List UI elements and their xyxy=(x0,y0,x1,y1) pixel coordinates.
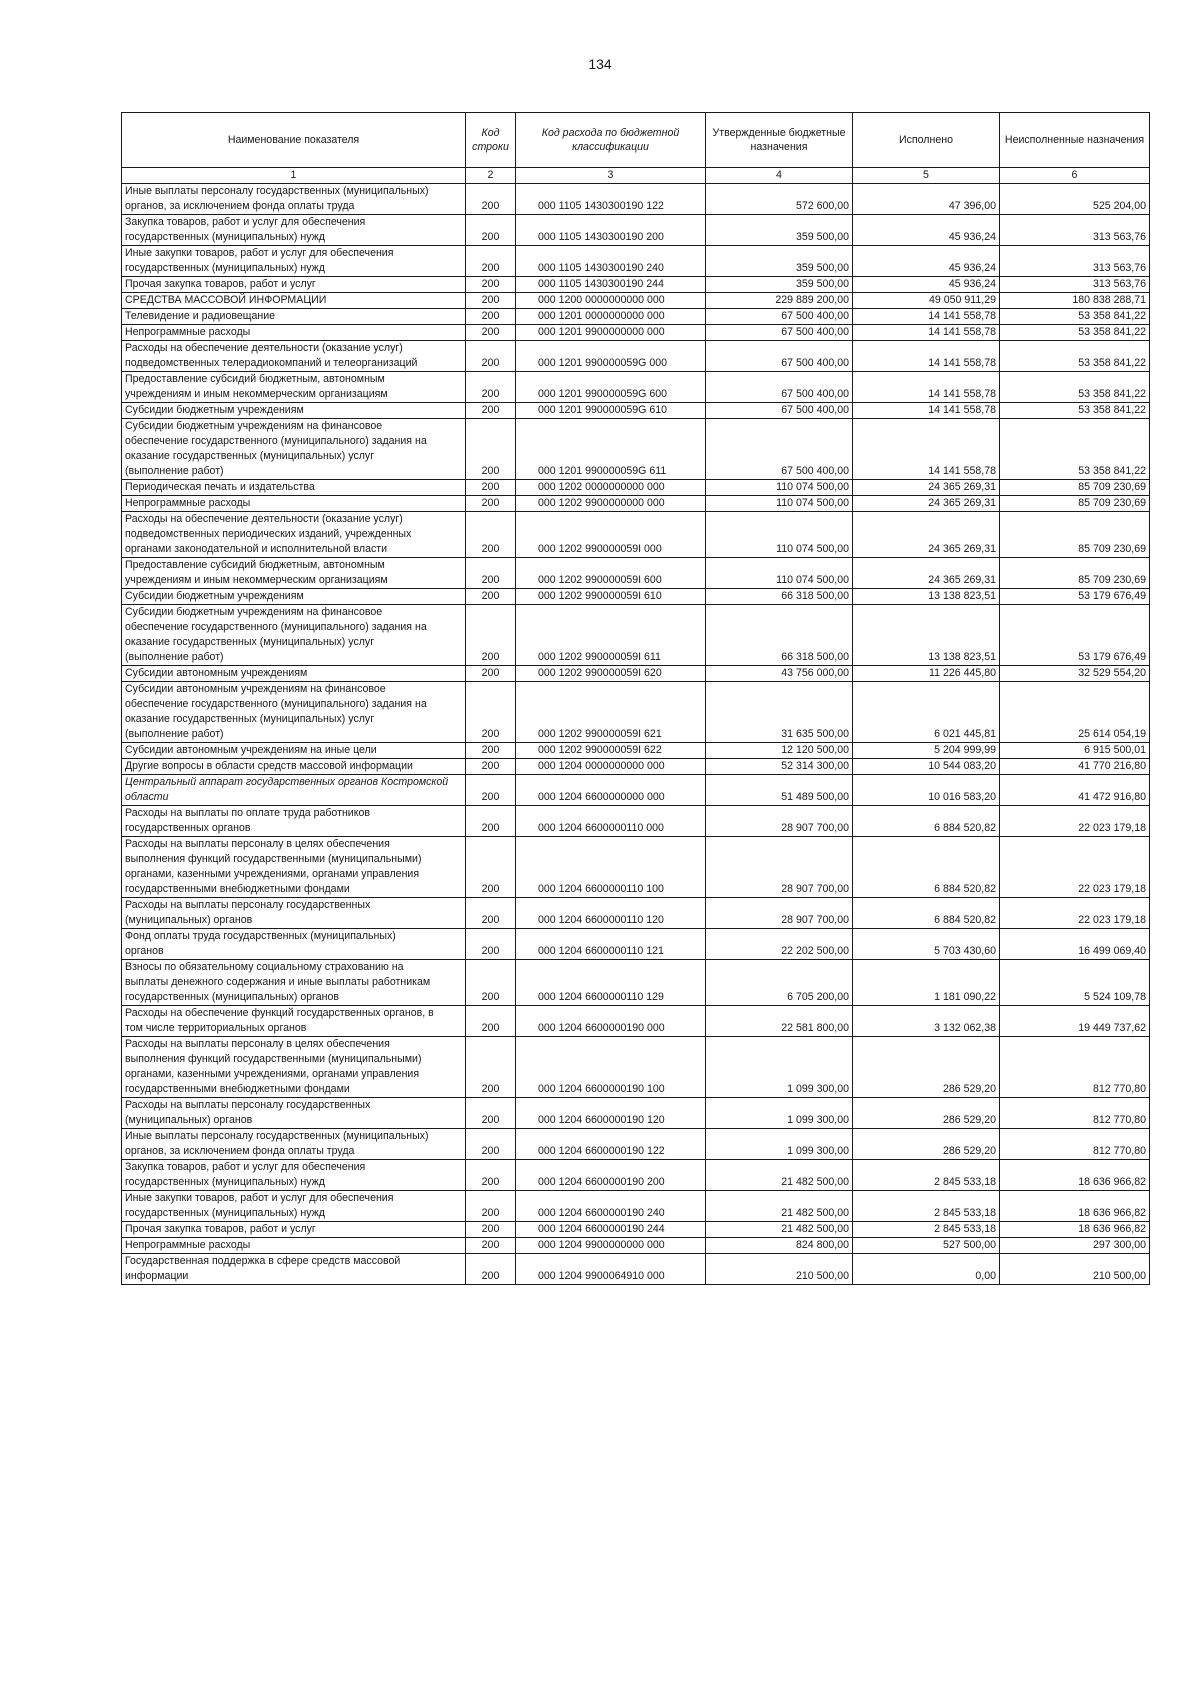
budget-classification-code-cell: 000 1201 990000059G 611 xyxy=(516,419,706,480)
approved-amount-cell: 359 500,00 xyxy=(706,215,853,246)
executed-amount-cell: 14 141 558,78 xyxy=(853,309,1000,325)
approved-amount-cell: 67 500 400,00 xyxy=(706,325,853,341)
column-header: Неисполненные назначения xyxy=(1000,113,1150,168)
approved-amount-cell: 31 635 500,00 xyxy=(706,682,853,743)
budget-classification-code-cell: 000 1201 9900000000 000 xyxy=(516,325,706,341)
table-row xyxy=(122,496,1150,512)
row-code-cell: 200 xyxy=(466,558,516,589)
row-code-cell: 200 xyxy=(466,1160,516,1191)
approved-amount-cell: 43 756 000,00 xyxy=(706,666,853,682)
executed-amount-cell: 2 845 533,18 xyxy=(853,1160,1000,1191)
column-number: 3 xyxy=(516,168,706,184)
row-code-cell: 200 xyxy=(466,1037,516,1098)
budget-classification-code-cell: 000 1202 990000059I 622 xyxy=(516,743,706,759)
row-name-cell: Телевидение и радиовещание xyxy=(122,309,466,325)
budget-classification-code-cell: 000 1204 6600000110 000 xyxy=(516,806,706,837)
table-row xyxy=(122,277,1150,293)
executed-amount-cell: 5 204 999,99 xyxy=(853,743,1000,759)
table-row xyxy=(122,1006,1150,1037)
table-row xyxy=(122,929,1150,960)
table-row xyxy=(122,960,1150,1006)
budget-classification-code-cell: 000 1204 6600000000 000 xyxy=(516,775,706,806)
approved-amount-cell: 6 705 200,00 xyxy=(706,960,853,1006)
page-number: 134 xyxy=(588,56,612,72)
budget-classification-code-cell: 000 1105 1430300190 122 xyxy=(516,184,706,215)
approved-amount-cell: 52 314 300,00 xyxy=(706,759,853,775)
row-name-cell: Закупка товаров, работ и услуг для обеспечения государственных (муниципальных) нужд xyxy=(122,215,466,246)
unexecuted-amount-cell: 812 770,80 xyxy=(1000,1098,1150,1129)
table-row xyxy=(122,1222,1150,1238)
row-code-cell: 200 xyxy=(466,372,516,403)
executed-amount-cell: 47 396,00 xyxy=(853,184,1000,215)
unexecuted-amount-cell: 53 358 841,22 xyxy=(1000,341,1150,372)
row-name-cell: Расходы на выплаты персоналу государственных (муниципальных) органов xyxy=(122,898,466,929)
approved-amount-cell: 110 074 500,00 xyxy=(706,480,853,496)
table-row xyxy=(122,1254,1150,1285)
column-header: Код расхода по бюджетной классификации xyxy=(516,113,706,168)
executed-amount-cell: 6 884 520,82 xyxy=(853,898,1000,929)
budget-classification-code-cell: 000 1201 0000000000 000 xyxy=(516,309,706,325)
unexecuted-amount-cell: 22 023 179,18 xyxy=(1000,898,1150,929)
approved-amount-cell: 21 482 500,00 xyxy=(706,1160,853,1191)
budget-classification-code-cell: 000 1204 6600000190 122 xyxy=(516,1129,706,1160)
table-row xyxy=(122,1129,1150,1160)
unexecuted-amount-cell: 180 838 288,71 xyxy=(1000,293,1150,309)
unexecuted-amount-cell: 313 563,76 xyxy=(1000,215,1150,246)
budget-classification-code-cell: 000 1204 6600000190 240 xyxy=(516,1191,706,1222)
table-row xyxy=(122,1160,1150,1191)
executed-amount-cell: 24 365 269,31 xyxy=(853,512,1000,558)
unexecuted-amount-cell: 18 636 966,82 xyxy=(1000,1222,1150,1238)
row-code-cell: 200 xyxy=(466,184,516,215)
budget-classification-code-cell: 000 1105 1430300190 244 xyxy=(516,277,706,293)
row-name-cell: Центральный аппарат государственных органов Костромской области xyxy=(122,775,466,806)
row-name-cell: СРЕДСТВА МАССОВОЙ ИНФОРМАЦИИ xyxy=(122,293,466,309)
executed-amount-cell: 5 703 430,60 xyxy=(853,929,1000,960)
row-code-cell: 200 xyxy=(466,246,516,277)
unexecuted-amount-cell: 53 358 841,22 xyxy=(1000,325,1150,341)
row-code-cell: 200 xyxy=(466,1254,516,1285)
approved-amount-cell: 67 500 400,00 xyxy=(706,341,853,372)
row-name-cell: Субсидии бюджетным учреждениям xyxy=(122,589,466,605)
approved-amount-cell: 67 500 400,00 xyxy=(706,309,853,325)
table-body xyxy=(122,184,1150,1285)
approved-amount-cell: 28 907 700,00 xyxy=(706,806,853,837)
executed-amount-cell: 6 884 520,82 xyxy=(853,837,1000,898)
budget-classification-code-cell: 000 1201 990000059G 600 xyxy=(516,372,706,403)
row-name-cell: Предоставление субсидий бюджетным, автономным учреждениям и иным некоммерческим организациям xyxy=(122,558,466,589)
budget-classification-code-cell: 000 1105 1430300190 200 xyxy=(516,215,706,246)
table-row xyxy=(122,837,1150,898)
unexecuted-amount-cell: 210 500,00 xyxy=(1000,1254,1150,1285)
row-code-cell: 200 xyxy=(466,759,516,775)
row-name-cell: Расходы на выплаты персоналу в целях обеспечения выполнения функций государственными (муниципальными) органами, казенными учреждениями, органами управления государственными внебюджетными фондами xyxy=(122,837,466,898)
budget-classification-code-cell: 000 1202 9900000000 000 xyxy=(516,496,706,512)
row-code-cell: 200 xyxy=(466,293,516,309)
executed-amount-cell: 24 365 269,31 xyxy=(853,558,1000,589)
column-number: 2 xyxy=(466,168,516,184)
budget-classification-code-cell: 000 1201 990000059G 610 xyxy=(516,403,706,419)
unexecuted-amount-cell: 41 770 216,80 xyxy=(1000,759,1150,775)
row-code-cell: 200 xyxy=(466,806,516,837)
row-code-cell: 200 xyxy=(466,682,516,743)
row-name-cell: Государственная поддержка в сфере средств массовой информации xyxy=(122,1254,466,1285)
approved-amount-cell: 12 120 500,00 xyxy=(706,743,853,759)
row-name-cell: Субсидии бюджетным учреждениям на финансовое обеспечение государственного (муниципального) задания на оказание государственных (муниципальных) услуг (выполнение работ) xyxy=(122,419,466,480)
budget-classification-code-cell: 000 1204 6600000190 000 xyxy=(516,1006,706,1037)
column-header: Исполнено xyxy=(853,113,1000,168)
unexecuted-amount-cell: 525 204,00 xyxy=(1000,184,1150,215)
executed-amount-cell: 11 226 445,80 xyxy=(853,666,1000,682)
approved-amount-cell: 28 907 700,00 xyxy=(706,898,853,929)
row-code-cell: 200 xyxy=(466,341,516,372)
table-row xyxy=(122,341,1150,372)
table-row xyxy=(122,215,1150,246)
unexecuted-amount-cell: 18 636 966,82 xyxy=(1000,1160,1150,1191)
executed-amount-cell: 527 500,00 xyxy=(853,1238,1000,1254)
row-code-cell: 200 xyxy=(466,837,516,898)
approved-amount-cell: 22 581 800,00 xyxy=(706,1006,853,1037)
budget-classification-code-cell: 000 1202 990000059I 611 xyxy=(516,605,706,666)
row-code-cell: 200 xyxy=(466,666,516,682)
column-numbers-row xyxy=(122,168,1150,184)
executed-amount-cell: 6 884 520,82 xyxy=(853,806,1000,837)
unexecuted-amount-cell: 85 709 230,69 xyxy=(1000,558,1150,589)
approved-amount-cell: 51 489 500,00 xyxy=(706,775,853,806)
row-name-cell: Прочая закупка товаров, работ и услуг xyxy=(122,277,466,293)
header-row xyxy=(122,113,1150,168)
table-row xyxy=(122,743,1150,759)
budget-classification-code-cell: 000 1202 990000059I 000 xyxy=(516,512,706,558)
budget-classification-code-cell: 000 1204 6600000190 120 xyxy=(516,1098,706,1129)
executed-amount-cell: 14 141 558,78 xyxy=(853,372,1000,403)
row-code-cell: 200 xyxy=(466,403,516,419)
approved-amount-cell: 21 482 500,00 xyxy=(706,1222,853,1238)
row-code-cell: 200 xyxy=(466,1006,516,1037)
unexecuted-amount-cell: 313 563,76 xyxy=(1000,246,1150,277)
approved-amount-cell: 110 074 500,00 xyxy=(706,558,853,589)
row-code-cell: 200 xyxy=(466,605,516,666)
executed-amount-cell: 286 529,20 xyxy=(853,1098,1000,1129)
budget-classification-code-cell: 000 1204 6600000190 200 xyxy=(516,1160,706,1191)
executed-amount-cell: 24 365 269,31 xyxy=(853,480,1000,496)
budget-classification-code-cell: 000 1204 6600000190 244 xyxy=(516,1222,706,1238)
executed-amount-cell: 10 544 083,20 xyxy=(853,759,1000,775)
row-code-cell: 200 xyxy=(466,1191,516,1222)
column-header: Утвержденные бюджетные назначения xyxy=(706,113,853,168)
table-row xyxy=(122,246,1150,277)
row-name-cell: Субсидии автономным учреждениям на иные цели xyxy=(122,743,466,759)
unexecuted-amount-cell: 53 358 841,22 xyxy=(1000,419,1150,480)
budget-classification-code-cell: 000 1204 9900064910 000 xyxy=(516,1254,706,1285)
row-name-cell: Фонд оплаты труда государственных (муниципальных) органов xyxy=(122,929,466,960)
row-name-cell: Периодическая печать и издательства xyxy=(122,480,466,496)
approved-amount-cell: 824 800,00 xyxy=(706,1238,853,1254)
unexecuted-amount-cell: 53 358 841,22 xyxy=(1000,309,1150,325)
unexecuted-amount-cell: 22 023 179,18 xyxy=(1000,837,1150,898)
unexecuted-amount-cell: 812 770,80 xyxy=(1000,1037,1150,1098)
row-name-cell: Субсидии автономным учреждениям на финансовое обеспечение государственного (муниципального) задания на оказание государственных (муниципальных) услуг (выполнение работ) xyxy=(122,682,466,743)
row-name-cell: Взносы по обязательному социальному страхованию на выплаты денежного содержания и иные выплаты работникам государственных (муниципальных) органов xyxy=(122,960,466,1006)
executed-amount-cell: 2 845 533,18 xyxy=(853,1191,1000,1222)
row-code-cell: 200 xyxy=(466,589,516,605)
unexecuted-amount-cell: 22 023 179,18 xyxy=(1000,806,1150,837)
row-code-cell: 200 xyxy=(466,325,516,341)
table-row xyxy=(122,480,1150,496)
row-code-cell: 200 xyxy=(466,512,516,558)
row-code-cell: 200 xyxy=(466,1238,516,1254)
row-name-cell: Субсидии бюджетным учреждениям на финансовое обеспечение государственного (муниципального) задания на оказание государственных (муниципальных) услуг (выполнение работ) xyxy=(122,605,466,666)
budget-classification-code-cell: 000 1204 6600000190 100 xyxy=(516,1037,706,1098)
table-row xyxy=(122,1238,1150,1254)
row-name-cell: Непрограммные расходы xyxy=(122,325,466,341)
executed-amount-cell: 14 141 558,78 xyxy=(853,403,1000,419)
column-header: Код строки xyxy=(466,113,516,168)
executed-amount-cell: 45 936,24 xyxy=(853,277,1000,293)
unexecuted-amount-cell: 53 358 841,22 xyxy=(1000,403,1150,419)
unexecuted-amount-cell: 53 179 676,49 xyxy=(1000,605,1150,666)
unexecuted-amount-cell: 6 915 500,01 xyxy=(1000,743,1150,759)
row-name-cell: Другие вопросы в области средств массовой информации xyxy=(122,759,466,775)
table-row xyxy=(122,806,1150,837)
unexecuted-amount-cell: 812 770,80 xyxy=(1000,1129,1150,1160)
budget-classification-code-cell: 000 1204 0000000000 000 xyxy=(516,759,706,775)
table-row xyxy=(122,309,1150,325)
row-name-cell: Субсидии бюджетным учреждениям xyxy=(122,403,466,419)
unexecuted-amount-cell: 85 709 230,69 xyxy=(1000,512,1150,558)
approved-amount-cell: 110 074 500,00 xyxy=(706,512,853,558)
approved-amount-cell: 210 500,00 xyxy=(706,1254,853,1285)
approved-amount-cell: 21 482 500,00 xyxy=(706,1191,853,1222)
row-code-cell: 200 xyxy=(466,743,516,759)
row-name-cell: Иные выплаты персоналу государственных (муниципальных) органов, за исключением фонда оплаты труда xyxy=(122,184,466,215)
table-row xyxy=(122,605,1150,666)
row-code-cell: 200 xyxy=(466,898,516,929)
budget-classification-code-cell: 000 1204 6600000110 100 xyxy=(516,837,706,898)
budget-classification-code-cell: 000 1202 0000000000 000 xyxy=(516,480,706,496)
row-name-cell: Расходы на выплаты по оплате труда работников государственных органов xyxy=(122,806,466,837)
row-name-cell: Иные закупки товаров, работ и услуг для обеспечения государственных (муниципальных) нужд xyxy=(122,1191,466,1222)
row-code-cell: 200 xyxy=(466,419,516,480)
unexecuted-amount-cell: 297 300,00 xyxy=(1000,1238,1150,1254)
executed-amount-cell: 13 138 823,51 xyxy=(853,589,1000,605)
row-code-cell: 200 xyxy=(466,277,516,293)
column-number: 1 xyxy=(122,168,466,184)
unexecuted-amount-cell: 53 358 841,22 xyxy=(1000,372,1150,403)
approved-amount-cell: 572 600,00 xyxy=(706,184,853,215)
table-row xyxy=(122,1098,1150,1129)
approved-amount-cell: 359 500,00 xyxy=(706,246,853,277)
row-code-cell: 200 xyxy=(466,496,516,512)
executed-amount-cell: 2 845 533,18 xyxy=(853,1222,1000,1238)
executed-amount-cell: 13 138 823,51 xyxy=(853,605,1000,666)
row-name-cell: Расходы на обеспечение функций государственных органов, в том числе территориальных органов xyxy=(122,1006,466,1037)
budget-classification-code-cell: 000 1202 990000059I 620 xyxy=(516,666,706,682)
unexecuted-amount-cell: 85 709 230,69 xyxy=(1000,496,1150,512)
table-row xyxy=(122,666,1150,682)
unexecuted-amount-cell: 85 709 230,69 xyxy=(1000,480,1150,496)
table-header xyxy=(122,113,1150,184)
unexecuted-amount-cell: 53 179 676,49 xyxy=(1000,589,1150,605)
table-row xyxy=(122,1037,1150,1098)
executed-amount-cell: 10 016 583,20 xyxy=(853,775,1000,806)
approved-amount-cell: 67 500 400,00 xyxy=(706,403,853,419)
row-name-cell: Непрограммные расходы xyxy=(122,496,466,512)
table-row xyxy=(122,325,1150,341)
row-code-cell: 200 xyxy=(466,1129,516,1160)
budget-execution-table xyxy=(121,112,1150,1285)
row-code-cell: 200 xyxy=(466,929,516,960)
column-header: Наименование показателя xyxy=(122,113,466,168)
table-row xyxy=(122,898,1150,929)
executed-amount-cell: 1 181 090,22 xyxy=(853,960,1000,1006)
unexecuted-amount-cell: 16 499 069,40 xyxy=(1000,929,1150,960)
row-name-cell: Иные выплаты персоналу государственных (муниципальных) органов, за исключением фонда оплаты труда xyxy=(122,1129,466,1160)
column-number: 6 xyxy=(1000,168,1150,184)
unexecuted-amount-cell: 18 636 966,82 xyxy=(1000,1191,1150,1222)
executed-amount-cell: 3 132 062,38 xyxy=(853,1006,1000,1037)
budget-classification-code-cell: 000 1204 6600000110 120 xyxy=(516,898,706,929)
table-row xyxy=(122,419,1150,480)
row-name-cell: Закупка товаров, работ и услуг для обеспечения государственных (муниципальных) нужд xyxy=(122,1160,466,1191)
executed-amount-cell: 286 529,20 xyxy=(853,1129,1000,1160)
unexecuted-amount-cell: 19 449 737,62 xyxy=(1000,1006,1150,1037)
executed-amount-cell: 45 936,24 xyxy=(853,215,1000,246)
row-name-cell: Расходы на выплаты персоналу государственных (муниципальных) органов xyxy=(122,1098,466,1129)
row-name-cell: Непрограммные расходы xyxy=(122,1238,466,1254)
executed-amount-cell: 286 529,20 xyxy=(853,1037,1000,1098)
budget-classification-code-cell: 000 1201 990000059G 000 xyxy=(516,341,706,372)
row-code-cell: 200 xyxy=(466,1222,516,1238)
approved-amount-cell: 66 318 500,00 xyxy=(706,589,853,605)
row-name-cell: Прочая закупка товаров, работ и услуг xyxy=(122,1222,466,1238)
unexecuted-amount-cell: 5 524 109,78 xyxy=(1000,960,1150,1006)
row-name-cell: Субсидии автономным учреждениям xyxy=(122,666,466,682)
budget-classification-code-cell: 000 1105 1430300190 240 xyxy=(516,246,706,277)
budget-classification-code-cell: 000 1204 9900000000 000 xyxy=(516,1238,706,1254)
approved-amount-cell: 1 099 300,00 xyxy=(706,1129,853,1160)
table-row xyxy=(122,184,1150,215)
row-name-cell: Расходы на выплаты персоналу в целях обеспечения выполнения функций государственными (муниципальными) органами, казенными учреждениями, органами управления государственными внебюджетными фондами xyxy=(122,1037,466,1098)
table-row xyxy=(122,1191,1150,1222)
budget-classification-code-cell: 000 1200 0000000000 000 xyxy=(516,293,706,309)
row-name-cell: Иные закупки товаров, работ и услуг для обеспечения государственных (муниципальных) нужд xyxy=(122,246,466,277)
table-row xyxy=(122,512,1150,558)
unexecuted-amount-cell: 25 614 054,19 xyxy=(1000,682,1150,743)
executed-amount-cell: 49 050 911,29 xyxy=(853,293,1000,309)
table-row xyxy=(122,293,1150,309)
executed-amount-cell: 14 141 558,78 xyxy=(853,325,1000,341)
row-name-cell: Предоставление субсидий бюджетным, автономным учреждениям и иным некоммерческим организациям xyxy=(122,372,466,403)
row-code-cell: 200 xyxy=(466,775,516,806)
unexecuted-amount-cell: 32 529 554,20 xyxy=(1000,666,1150,682)
executed-amount-cell: 24 365 269,31 xyxy=(853,496,1000,512)
unexecuted-amount-cell: 41 472 916,80 xyxy=(1000,775,1150,806)
table-row xyxy=(122,558,1150,589)
table-row xyxy=(122,372,1150,403)
approved-amount-cell: 229 889 200,00 xyxy=(706,293,853,309)
approved-amount-cell: 1 099 300,00 xyxy=(706,1037,853,1098)
column-number: 4 xyxy=(706,168,853,184)
row-code-cell: 200 xyxy=(466,309,516,325)
budget-classification-code-cell: 000 1202 990000059I 610 xyxy=(516,589,706,605)
table-row xyxy=(122,775,1150,806)
row-code-cell: 200 xyxy=(466,1098,516,1129)
executed-amount-cell: 14 141 558,78 xyxy=(853,341,1000,372)
column-number: 5 xyxy=(853,168,1000,184)
row-name-cell: Расходы на обеспечение деятельности (оказание услуг) подведомственных периодических изданий, учрежденных органами законодательной и исполнительной власти xyxy=(122,512,466,558)
budget-classification-code-cell: 000 1204 6600000110 129 xyxy=(516,960,706,1006)
row-code-cell: 200 xyxy=(466,215,516,246)
row-code-cell: 200 xyxy=(466,480,516,496)
budget-classification-code-cell: 000 1202 990000059I 600 xyxy=(516,558,706,589)
table-row xyxy=(122,682,1150,743)
approved-amount-cell: 66 318 500,00 xyxy=(706,605,853,666)
table-row xyxy=(122,403,1150,419)
approved-amount-cell: 22 202 500,00 xyxy=(706,929,853,960)
table-row xyxy=(122,589,1150,605)
row-code-cell: 200 xyxy=(466,960,516,1006)
executed-amount-cell: 0,00 xyxy=(853,1254,1000,1285)
budget-classification-code-cell: 000 1204 6600000110 121 xyxy=(516,929,706,960)
approved-amount-cell: 28 907 700,00 xyxy=(706,837,853,898)
executed-amount-cell: 45 936,24 xyxy=(853,246,1000,277)
approved-amount-cell: 359 500,00 xyxy=(706,277,853,293)
executed-amount-cell: 14 141 558,78 xyxy=(853,419,1000,480)
budget-classification-code-cell: 000 1202 990000059I 621 xyxy=(516,682,706,743)
executed-amount-cell: 6 021 445,81 xyxy=(853,682,1000,743)
approved-amount-cell: 1 099 300,00 xyxy=(706,1098,853,1129)
row-name-cell: Расходы на обеспечение деятельности (оказание услуг) подведомственных телерадиокомпаний и телеорганизаций xyxy=(122,341,466,372)
approved-amount-cell: 67 500 400,00 xyxy=(706,372,853,403)
unexecuted-amount-cell: 313 563,76 xyxy=(1000,277,1150,293)
approved-amount-cell: 110 074 500,00 xyxy=(706,496,853,512)
table-row xyxy=(122,759,1150,775)
approved-amount-cell: 67 500 400,00 xyxy=(706,419,853,480)
